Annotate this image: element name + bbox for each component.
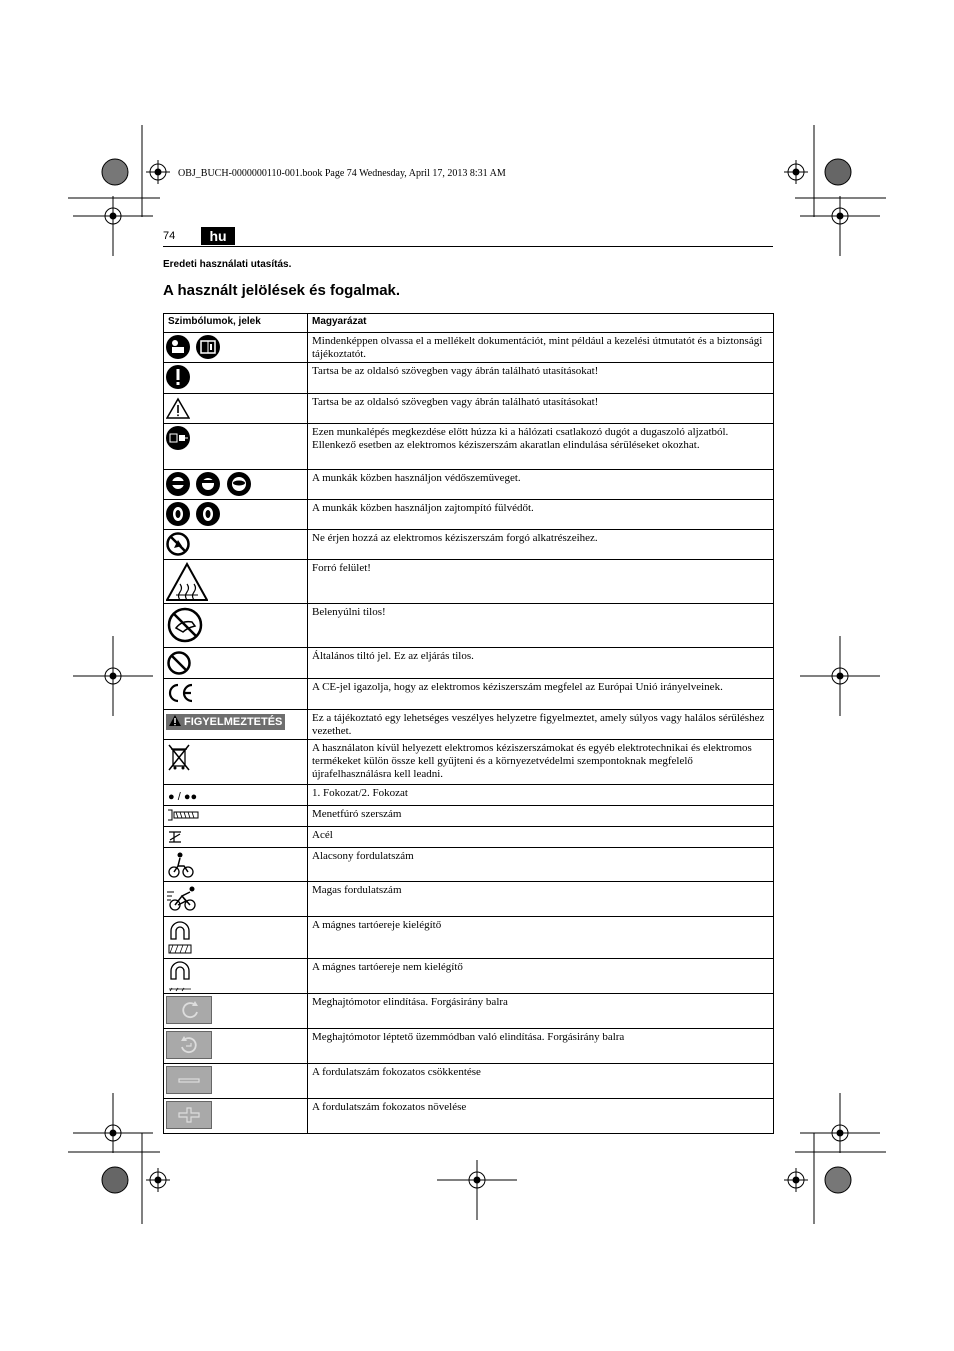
fast-cyclist-icon	[166, 884, 200, 914]
unplug-icon	[166, 426, 190, 450]
table-row	[164, 470, 774, 500]
no-reaching-icon	[166, 606, 204, 644]
magnet-ok-icon	[166, 919, 194, 957]
document-subtitle: Eredeti használati utasítás.	[163, 259, 292, 270]
steel-icon	[166, 829, 186, 845]
table-row	[164, 560, 774, 604]
minus-button-icon	[166, 1066, 212, 1094]
table-row	[164, 1064, 774, 1099]
tap-tool-icon	[166, 808, 202, 822]
manual-book-icon	[196, 335, 220, 359]
row-description: Ne érjen hozzá az elektromos kéziszerszám forgó alkatrészeihez.	[308, 530, 774, 560]
plus-button-icon	[166, 1101, 212, 1129]
row-description: Magas fordulatszám	[308, 882, 774, 917]
language-badge: hu	[201, 227, 235, 245]
warning-label-text: FIGYELMEZTETÉS	[184, 716, 283, 728]
hot-surface-icon	[166, 562, 208, 602]
exclamation-icon	[166, 365, 190, 389]
row-description: Alacsony fordulatszám	[308, 848, 774, 882]
goggles-icon	[166, 472, 190, 496]
table-row	[164, 530, 774, 560]
row-description: Menetfúró szerszám	[308, 806, 774, 827]
prohibition-icon	[166, 650, 192, 676]
table-row	[164, 785, 774, 806]
row-description: Meghajtómotor léptető üzemmódban való elindítása. Forgásirány balra	[308, 1029, 774, 1064]
row-description: Mindenképpen olvassa el a mellékelt dokumentációt, mint például a kezelési útmutatót és a biztonsági tájékoztatót.	[308, 333, 774, 363]
column-header-explanation: Magyarázat	[308, 314, 774, 333]
slow-cyclist-icon	[166, 850, 196, 880]
row-description: A mágnes tartóereje kielégítő	[308, 917, 774, 959]
table-row	[164, 604, 774, 648]
table-row	[164, 917, 774, 959]
table-row	[164, 740, 774, 785]
header-rule	[163, 246, 773, 247]
table-row	[164, 500, 774, 530]
jog-left-button-icon	[166, 1031, 212, 1059]
table-row	[164, 424, 774, 470]
row-description: Meghajtómotor elindítása. Forgásirány balra	[308, 994, 774, 1029]
crossed-bin-icon	[166, 742, 192, 772]
row-description: A használaton kívül helyezett elektromos kéziszerszámokat és egyéb elektrotechnikai és elektromos termékeket külön össze kell gyűjteni és a környezetvédelmi szempontoknak megfelelő újrafelhasználásra kell leadni.	[308, 740, 774, 785]
warning-triangle-icon	[169, 715, 181, 729]
table-row	[164, 848, 774, 882]
table-row	[164, 679, 774, 710]
warning-triangle-icon	[166, 396, 190, 420]
column-header-symbols: Szimbólumok, jelek	[164, 314, 308, 333]
row-description: Belenyúlni tilos!	[308, 604, 774, 648]
row-description: Forró felület!	[308, 560, 774, 604]
speed-dots-icon: ● / ●●	[168, 791, 198, 803]
row-description: 1. Fokozat/2. Fokozat	[308, 785, 774, 806]
magnet-weak-icon	[166, 961, 194, 993]
row-description: Tartsa be az oldalsó szövegben vagy ábrán található utasításokat!	[308, 363, 774, 394]
ear-protection-icon	[196, 502, 220, 526]
table-row	[164, 363, 774, 394]
table-header-row	[164, 314, 774, 333]
ce-mark-icon	[166, 681, 196, 705]
table-row	[164, 333, 774, 363]
table-row	[164, 710, 774, 740]
start-left-button-icon	[166, 996, 212, 1024]
table-row	[164, 959, 774, 994]
warning-label	[166, 714, 285, 730]
safety-glasses-icon	[227, 472, 251, 496]
table-row	[164, 827, 774, 848]
row-description: A munkák közben használjon védőszemüveget.	[308, 470, 774, 500]
read-manual-icon	[166, 335, 190, 359]
symbols-table	[163, 313, 774, 1134]
row-description: A munkák közben használjon zajtompító fülvédőt.	[308, 500, 774, 530]
table-row	[164, 806, 774, 827]
book-header: OBJ_BUCH-0000000110-001.book Page 74 Wednesday, April 17, 2013 8:31 AM	[178, 168, 506, 179]
table-row	[164, 882, 774, 917]
no-touch-rotating-icon	[166, 532, 190, 556]
table-row	[164, 994, 774, 1029]
table-row	[164, 1099, 774, 1134]
ear-protection-icon	[166, 502, 190, 526]
row-description: A mágnes tartóereje nem kielégítő	[308, 959, 774, 994]
row-description: Tartsa be az oldalsó szövegben vagy ábrán található utasításokat!	[308, 394, 774, 424]
row-description: Ez a tájékoztató egy lehetséges veszélyes helyzetre figyelmeztet, amely súlyos vagy halálos sérüléshez vezethet.	[308, 710, 774, 740]
table-row	[164, 648, 774, 679]
row-description: Ezen munkalépés megkezdése előtt húzza ki a hálózati csatlakozó dugót a dugaszoló aljzatból. Ellenkező esetben az elektromos kéziszerszám akaratlan elindulása sérüléseket okozhat.	[308, 424, 774, 470]
row-description: A CE-jel igazolja, hogy az elektromos kéziszerszám megfelel az Európai Unió irányelveinek.	[308, 679, 774, 710]
row-description: Acél	[308, 827, 774, 848]
page-number: 74	[163, 230, 176, 242]
section-title: A használt jelölések és fogalmak.	[163, 282, 401, 299]
row-description: A fordulatszám fokozatos csökkentése	[308, 1064, 774, 1099]
table-row	[164, 394, 774, 424]
table-row	[164, 1029, 774, 1064]
row-description: Általános tiltó jel. Ez az eljárás tilos.	[308, 648, 774, 679]
face-shield-icon	[196, 472, 220, 496]
row-description: A fordulatszám fokozatos növelése	[308, 1099, 774, 1134]
